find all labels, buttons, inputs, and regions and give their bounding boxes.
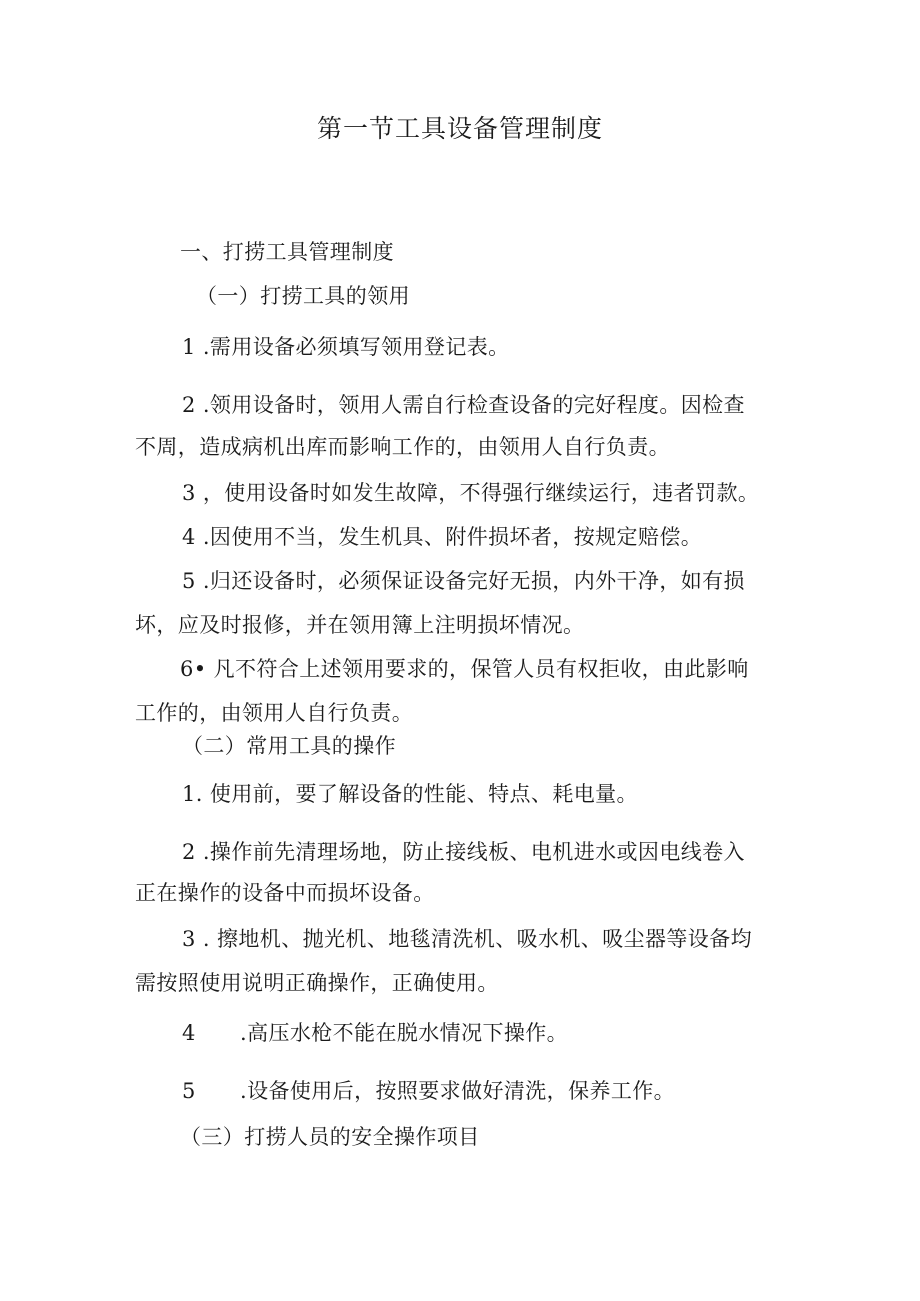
item-number: 4 <box>182 525 196 549</box>
list-item <box>182 334 510 360</box>
subsection-heading: （一）打捞工具的领用 <box>196 284 410 308</box>
item-text: 使用前，要了解设备的性能、特点、耗电量。 <box>209 782 638 806</box>
subsection-heading: （二）常用工具的操作 <box>182 734 396 758</box>
list-item-continuation: 正在操作的设备中而损坏设备。 <box>135 881 435 905</box>
list-item <box>182 568 745 594</box>
list-item-continuation: 需按照使用说明正确操作，正确使用。 <box>135 971 499 995</box>
item-text: .领用设备时，领用人需自行检查设备的完好程度。因检查 <box>202 393 745 417</box>
list-item <box>180 656 749 682</box>
item-number: 4 <box>182 1021 196 1045</box>
item-number: 5 <box>182 569 196 593</box>
list-item <box>182 1020 568 1046</box>
list-item-continuation: 工作的，由领用人自行负责。 <box>135 701 414 725</box>
item-number: 3 <box>182 481 196 505</box>
item-number: 2 <box>182 840 196 864</box>
item-number: 1 <box>182 335 196 359</box>
item-number: 3 <box>182 927 196 951</box>
item-text: . 擦地机、抛光机、地毯清洗机、吸水机、吸尘器等设备均 <box>202 927 752 951</box>
item-text: 凡不符合上述领用要求的，保管人员有权拒收，由此影响 <box>213 657 749 681</box>
document-title: 第一节工具设备管理制度 <box>316 114 603 143</box>
item-text: .归还设备时，必须保证设备完好无损，内外干净，如有损 <box>202 569 745 593</box>
item-number: 1. <box>182 782 203 806</box>
subsection-heading: （三）打捞人员的安全操作项目 <box>180 1125 480 1149</box>
list-item-continuation: 坏，应及时报修，并在领用簿上注明损坏情况。 <box>135 613 585 637</box>
item-text: .需用设备必须填写领用登记表。 <box>202 335 510 359</box>
item-text: .高压水枪不能在脱水情况下操作。 <box>240 1021 569 1045</box>
list-item <box>182 781 638 807</box>
list-item <box>182 1078 675 1104</box>
item-text: .操作前先清理场地，防止接线板、电机进水或因电线卷入 <box>202 840 745 864</box>
item-text: .因使用不当，发生机具、附件损坏者，按规定赔偿。 <box>202 525 703 549</box>
list-item <box>182 392 745 418</box>
list-item <box>182 524 702 550</box>
list-item <box>182 839 745 865</box>
list-item <box>182 480 759 506</box>
item-number: 5 <box>182 1079 196 1103</box>
item-number: 2 <box>182 393 196 417</box>
section-heading: 一、打捞工具管理制度 <box>180 240 394 264</box>
item-text: ，使用设备时如发生故障，不得强行继续运行，违者罚款。 <box>202 481 760 505</box>
list-item <box>182 926 752 952</box>
item-number: 6• <box>180 657 207 681</box>
item-text: .设备使用后，按照要求做好清洗，保养工作。 <box>240 1079 676 1103</box>
list-item-continuation: 不周，造成病机出库而影响工作的，由领用人自行负责。 <box>135 435 670 459</box>
